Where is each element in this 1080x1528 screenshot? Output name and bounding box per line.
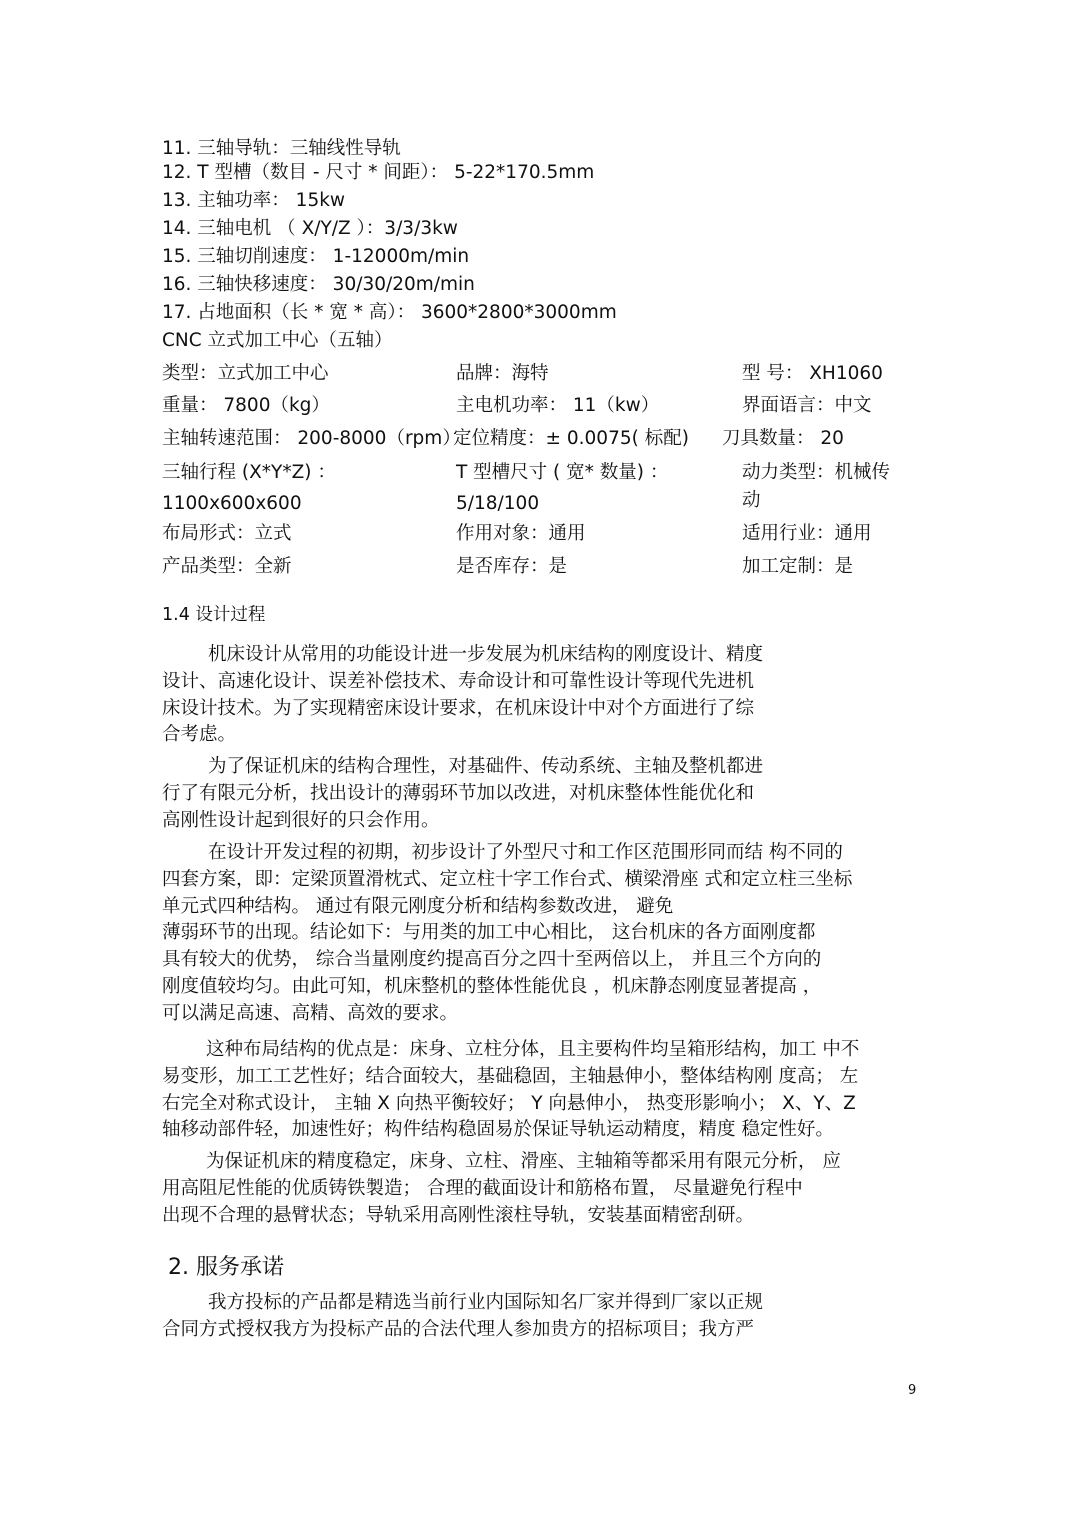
paragraph: [162, 642, 922, 749]
paragraph-line: 我方投标的产品都是精选当前行业内国际知名厂家并得到厂家以正规: [208, 1292, 764, 1313]
table-cell: 类型：立式加工中心: [162, 363, 329, 384]
table-title: CNC 立式加工中心（五轴）: [162, 330, 393, 351]
paragraph-line: 可以满足高速、高精、高效的要求。: [162, 1002, 459, 1024]
paragraph-line: 右完全对称式设计， 主轴 X 向热平衡较好； Y 向悬伸小， 热变形影响小； X、Y、Z: [162, 1092, 856, 1114]
table-cell: 动力类型：机械传: [742, 462, 891, 483]
paragraph: [162, 1149, 922, 1229]
section-heading-1-4: 1.4 设计过程: [162, 605, 266, 625]
table-cell: 加工定制：是: [742, 556, 854, 577]
spec-item: 15. 三轴切削速度： 1-12000m/min: [162, 246, 470, 267]
paragraph-line: 机床设计从常用的功能设计进一步发展为机床结构的刚度设计、精度: [208, 644, 764, 665]
paragraph-line: 在设计开发过程的初期，初步设计了外型尺寸和工作区范围形同而结 构不同的: [208, 842, 843, 863]
paragraph: [162, 1037, 922, 1144]
spec-item: 14. 三轴电机 （ X/Y/Z ）：3/3/3kw: [162, 218, 458, 239]
paragraph-line: 这种布局结构的优点是：床身、立柱分体，且主要构件均呈箱形结构，加工 中不: [206, 1039, 860, 1060]
paragraph-line: 高刚性设计起到很好的只会作用。: [162, 809, 440, 831]
paragraph-line: 出现不合理的悬臂状态；导轨采用高刚性滚柱导轨，安装基面精密刮研。: [162, 1204, 755, 1226]
paragraph-line: 单元式四种结构。 通过有限元刚度分析和结构参数改进， 避免: [162, 895, 674, 917]
paragraph-line: 合同方式授权我方为投标产品的合法代理人参加贵方的招标项目；我方严: [162, 1318, 755, 1340]
table-cell: 布局形式：立式: [162, 523, 292, 544]
spec-item: 16. 三轴快移速度： 30/30/20m/min: [162, 274, 475, 295]
paragraph-line: 刚度值较均匀。由此可知，机床整机的整体性能优良 ，机床静态刚度显著提高 ，: [162, 975, 822, 997]
paragraph-line: 薄弱环节的出现。结论如下：与用类的加工中心相比， 这台机床的各方面刚度都: [162, 922, 816, 944]
paragraph-line: 四套方案，即：定梁顶置滑枕式、定立柱十字工作台式、横梁滑座 式和定立柱三坐标: [162, 868, 853, 890]
spec-item: 11. 三轴导轨：三轴线性导轨: [162, 138, 401, 159]
table-cell: 是否库存：是: [456, 556, 568, 577]
paragraph-line: 易变形，加工工艺性好；结合面较大，基础稳固，主轴悬伸小，整体结构刚 度高； 左: [162, 1065, 859, 1087]
table-cell: 重量： 7800（kg）: [162, 395, 330, 416]
table-cell: T 型槽尺寸 ( 宽* 数量) ：: [456, 462, 669, 483]
spec-item: 12. T 型槽（数目 - 尺寸 * 间距）： 5-22*170.5mm: [162, 162, 595, 183]
table-cell: 型 号： XH1060: [742, 363, 883, 384]
table-cell: 作用对象：通用: [456, 523, 586, 544]
table-cell: 5/18/100: [456, 493, 540, 514]
paragraph: [162, 840, 922, 1028]
table-cell: 适用行业：通用: [742, 523, 872, 544]
table-cell: 产品类型：全新: [162, 556, 292, 577]
page-number: 9: [908, 1383, 917, 1398]
table-cell: 1100x600x600: [162, 493, 302, 514]
paragraph: [162, 1290, 922, 1344]
paragraph-line: 床设计技术。为了实现精密床设计要求，在机床设计中对个方面进行了综: [162, 697, 755, 719]
paragraph-line: 具有较大的优势， 综合当量刚度约提高百分之四十至两倍以上， 并且三个方向的: [162, 949, 822, 971]
paragraph-line: 为了保证机床的结构合理性，对基础件、传动系统、主轴及整机都进: [208, 756, 764, 777]
paragraph-line: 设计、高速化设计、误差补偿技术、寿命设计和可靠性设计等现代先进机: [162, 670, 755, 692]
table-cell: 主轴转速范围： 200-8000（rpm）: [162, 428, 461, 449]
table-cell: 界面语言：中文: [742, 395, 872, 416]
table-cell: 品牌：海特: [456, 363, 549, 384]
section-heading-2: 2. 服务承诺: [168, 1255, 284, 1280]
paragraph-line: 合考虑。: [162, 724, 237, 746]
table-cell: 动: [742, 490, 761, 511]
paragraph: [162, 754, 922, 834]
paragraph-line: 为保证机床的精度稳定，床身、立柱、滑座、主轴箱等都采用有限元分析， 应: [206, 1151, 841, 1172]
table-cell: 三轴行程 (X*Y*Z) ：: [162, 462, 336, 483]
paragraph-line: 用高阻尼性能的优质铸铁製造； 合理的截面设计和筋格布置， 尽量避免行程中: [162, 1177, 803, 1199]
table-cell: 定位精度：± 0.0075( 标配): [453, 428, 689, 449]
paragraph-line: 行了有限元分析，找出设计的薄弱环节加以改进，对机床整体性能优化和: [162, 782, 755, 804]
paragraph-line: 轴移动部件轻，加速性好；构件结构稳固易於保证导轨运动精度，精度 稳定性好。: [162, 1119, 834, 1141]
spec-item: 13. 主轴功率： 15kw: [162, 190, 346, 211]
spec-item: 17. 占地面积（长 * 宽 * 高）： 3600*2800*3000mm: [162, 302, 617, 323]
table-cell: 刀具数量： 20: [722, 428, 844, 449]
table-cell: 主电机功率： 11（kw）: [456, 395, 660, 416]
